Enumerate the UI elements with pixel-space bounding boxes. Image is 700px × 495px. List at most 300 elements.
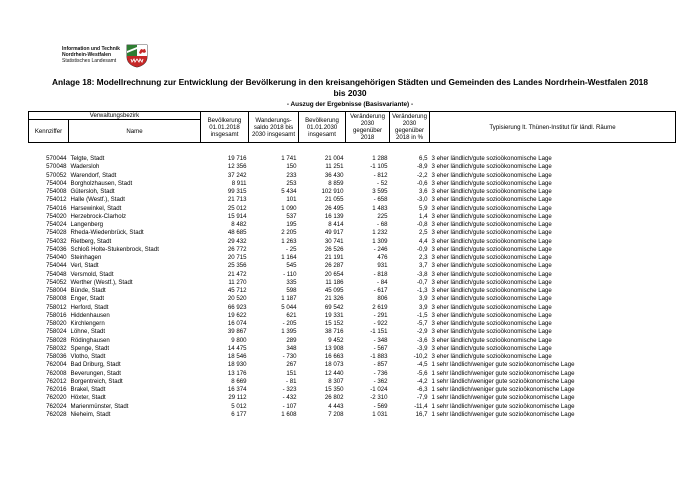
bevoelkerung-2018-cell: 5 012 <box>231 402 247 410</box>
veraenderung-cell: -1 883 <box>370 353 388 360</box>
kennziffer-cell: 754012 <box>46 196 67 204</box>
typisierung-cell: 3 eher ländlich/gute sozioökonomische Lage <box>431 295 552 303</box>
veraenderung-prozent-cell: 16,7 <box>415 410 428 418</box>
table-row <box>29 229 676 237</box>
kennziffer-cell: 754016 <box>46 204 67 212</box>
table-row <box>29 403 676 411</box>
veraenderung-cell: - 857 <box>373 361 388 369</box>
bevoelkerung-2030-cell: 45 095 <box>324 287 344 294</box>
name-cell: Löhne, Stadt <box>70 328 106 336</box>
typisierung-cell: 3 eher ländlich/gute sozioökonomische Lage <box>431 171 552 179</box>
page-title <box>20 77 680 99</box>
bevoelkerung-2030-cell: 69 542 <box>324 303 344 311</box>
table-row <box>29 271 676 279</box>
bevoelkerung-2018-cell: 20 715 <box>227 254 247 261</box>
wanderungssaldo-cell: 1 263 <box>281 237 297 245</box>
typisierung-cell: 3 eher ländlich/gute sozioökonomische Lage <box>431 221 552 228</box>
table-row <box>29 254 676 262</box>
typisierung-cell: 3 eher ländlich/gute sozioökonomische Lage <box>431 353 552 360</box>
wanderungssaldo-cell: 151 <box>286 369 297 377</box>
table-row <box>29 353 676 361</box>
veraenderung-cell: -1 151 <box>370 328 388 336</box>
wanderungssaldo-cell: 267 <box>286 361 297 369</box>
bevoelkerung-2018-cell: 11 270 <box>228 278 247 286</box>
veraenderung-cell: 1 288 <box>372 155 388 162</box>
bevoelkerung-2030-cell: 20 654 <box>324 270 344 278</box>
population-table <box>28 111 676 419</box>
veraenderung-cell: -1 024 <box>370 386 388 393</box>
veraenderung-prozent-cell: 2,5 <box>419 229 428 237</box>
bevoelkerung-2018-cell: 21 472 <box>227 270 247 278</box>
name-cell: Versmold, Stadt <box>70 270 114 278</box>
veraenderung-prozent-cell: -11,4 <box>414 402 428 410</box>
table-row <box>29 213 676 221</box>
kennziffer-cell: 762020 <box>46 394 67 402</box>
table-row <box>29 163 676 171</box>
typisierung-cell: 3 eher ländlich/gute sozioökonomische Lage <box>431 163 552 171</box>
bevoelkerung-2018-cell: 12 356 <box>227 163 247 171</box>
header-verwaltungsbezirk: Verwaltungsbezirk <box>29 112 201 120</box>
veraenderung-cell: 806 <box>377 295 388 303</box>
veraenderung-cell: 225 <box>377 212 388 220</box>
wanderungssaldo-cell: 1 741 <box>281 155 297 162</box>
wanderungssaldo-cell: 348 <box>286 344 297 352</box>
bevoelkerung-2030-cell: 102 910 <box>321 188 344 195</box>
spacer-row <box>29 143 676 156</box>
bevoelkerung-2018-cell: 45 712 <box>227 287 247 294</box>
veraenderung-cell: 1 031 <box>372 410 388 418</box>
veraenderung-cell: - 569 <box>373 402 388 410</box>
typisierung-cell: 3 eher ländlich/gute sozioökonomische Lage <box>431 155 552 162</box>
name-cell: Höxter, Stadt <box>70 394 106 402</box>
typisierung-cell: 1 sehr ländlich/weniger gute sozioökonomische Lage <box>431 377 575 385</box>
typisierung-cell: 3 eher ländlich/gute sozioökonomische Lage <box>431 303 552 311</box>
table-row <box>29 180 676 188</box>
veraenderung-prozent-cell: 5,9 <box>419 204 428 212</box>
bevoelkerung-2018-cell: 16 074 <box>227 320 247 327</box>
wanderungssaldo-cell: - 110 <box>283 270 297 278</box>
name-cell: Hiddenhausen <box>70 311 110 319</box>
kennziffer-cell: 758032 <box>46 344 67 352</box>
typisierung-cell: 3 eher ländlich/gute sozioökonomische Lage <box>431 204 552 212</box>
veraenderung-prozent-cell: -0,6 <box>417 179 428 187</box>
bevoelkerung-2030-cell: 18 073 <box>324 361 344 369</box>
it-nrw-logo <box>62 46 148 68</box>
table-row <box>29 221 676 229</box>
bevoelkerung-2018-cell: 8 669 <box>231 377 247 385</box>
wanderungssaldo-cell: 1 164 <box>281 254 297 261</box>
veraenderung-cell: 931 <box>377 262 388 270</box>
typisierung-cell: 3 eher ländlich/gute sozioökonomische Lage <box>431 344 552 352</box>
kennziffer-cell: 758004 <box>46 287 67 294</box>
veraenderung-cell: - 362 <box>373 377 388 385</box>
wanderungssaldo-cell: 233 <box>286 171 297 179</box>
name-cell: Harsewinkel, Stadt <box>70 204 122 212</box>
typisierung-cell: 1 sehr ländlich/weniger gute sozioökonomische Lage <box>431 386 575 393</box>
veraenderung-cell: - 736 <box>373 369 388 377</box>
table-row <box>29 246 676 254</box>
veraenderung-prozent-cell: -3,6 <box>417 336 428 344</box>
table-row <box>29 312 676 320</box>
bevoelkerung-2018-cell: 19 622 <box>227 311 247 319</box>
wanderungssaldo-cell: 5 434 <box>281 188 297 195</box>
name-cell: Vlotho, Stadt <box>70 353 106 360</box>
wanderungssaldo-cell: - 730 <box>282 353 297 360</box>
bevoelkerung-2030-cell: 8 859 <box>328 179 344 187</box>
bevoelkerung-2030-cell: 19 331 <box>324 311 344 319</box>
typisierung-cell: 3 eher ländlich/gute sozioökonomische Lage <box>431 328 552 336</box>
veraenderung-cell: - 567 <box>373 344 388 352</box>
kennziffer-cell: 758028 <box>46 336 67 344</box>
veraenderung-prozent-cell: 1,4 <box>419 212 428 220</box>
name-cell: Borgholzhausen, Stadt <box>70 179 133 187</box>
name-cell: Rödinghausen <box>70 336 110 344</box>
bevoelkerung-2018-cell: 6 177 <box>231 410 247 418</box>
wanderungssaldo-cell: 1 187 <box>281 295 297 303</box>
bevoelkerung-2030-cell: 11 251 <box>325 163 344 171</box>
bevoelkerung-2018-cell: 18 930 <box>227 361 247 369</box>
bevoelkerung-2018-cell: 99 315 <box>227 188 247 195</box>
wanderungssaldo-cell: 1 608 <box>281 410 297 418</box>
veraenderung-cell: -1 105 <box>370 163 388 171</box>
kennziffer-cell: 762004 <box>46 361 67 369</box>
typisierung-cell: 3 eher ländlich/gute sozioökonomische Lage <box>431 188 552 195</box>
name-cell: Verl, Stadt <box>70 262 99 270</box>
kennziffer-cell: 758036 <box>46 353 67 360</box>
name-cell: Schloß Holte-Stukenbrock, Stadt <box>70 245 159 253</box>
nrw-coat-of-arms-icon <box>126 44 148 68</box>
kennziffer-cell: 754052 <box>46 278 67 286</box>
bevoelkerung-2030-cell: 16 139 <box>324 212 344 220</box>
bevoelkerung-2030-cell: 9 452 <box>328 336 344 344</box>
wanderungssaldo-cell: 253 <box>286 179 297 187</box>
bevoelkerung-2030-cell: 4 443 <box>328 402 344 410</box>
table-row <box>29 262 676 270</box>
bevoelkerung-2030-cell: 16 663 <box>324 353 344 360</box>
wanderungssaldo-cell: - 323 <box>282 386 297 393</box>
kennziffer-cell: 762028 <box>46 410 67 418</box>
wanderungssaldo-cell: 1 090 <box>281 204 297 212</box>
table-row <box>29 196 676 204</box>
logo-line-1: Information und Technik <box>62 46 120 52</box>
logo-line-2: Nordrhein-Westfalen <box>62 52 112 58</box>
veraenderung-prozent-cell: -0,9 <box>417 245 428 253</box>
logo-text <box>62 46 120 64</box>
veraenderung-cell: 1 483 <box>372 204 388 212</box>
kennziffer-cell: 754020 <box>46 212 67 220</box>
kennziffer-cell: 758008 <box>46 295 67 303</box>
veraenderung-cell: - 291 <box>373 311 388 319</box>
bevoelkerung-2030-cell: 13 908 <box>324 344 344 352</box>
kennziffer-cell: 570048 <box>46 163 67 171</box>
name-cell: Bünde, Stadt <box>70 287 106 294</box>
bevoelkerung-2030-cell: 21 191 <box>324 254 344 261</box>
kennziffer-cell: 570044 <box>46 155 67 162</box>
typisierung-cell: 3 eher ländlich/gute sozioökonomische Lage <box>431 254 552 261</box>
kennziffer-cell: 754044 <box>46 262 67 270</box>
wanderungssaldo-cell: - 81 <box>286 377 297 385</box>
typisierung-cell: 3 eher ländlich/gute sozioökonomische Lage <box>431 196 552 204</box>
bevoelkerung-2018-cell: 25 356 <box>227 262 247 270</box>
name-cell: Warendorf, Stadt <box>70 171 117 179</box>
name-cell: Langenberg <box>70 221 104 228</box>
veraenderung-cell: - 922 <box>373 320 388 327</box>
kennziffer-cell: 758024 <box>46 328 67 336</box>
bevoelkerung-2030-cell: 21 004 <box>324 155 344 162</box>
typisierung-cell: 1 sehr ländlich/weniger gute sozioökonomische Lage <box>431 369 575 377</box>
bevoelkerung-2018-cell: 18 546 <box>227 353 247 360</box>
veraenderung-cell: - 52 <box>377 179 388 187</box>
wanderungssaldo-cell: 1 395 <box>281 328 297 336</box>
kennziffer-cell: 754004 <box>46 179 67 187</box>
veraenderung-cell: 2 619 <box>372 303 388 311</box>
bevoelkerung-2018-cell: 25 012 <box>227 204 247 212</box>
table-row <box>29 345 676 353</box>
wanderungssaldo-cell: 195 <box>286 221 297 228</box>
name-cell: Herzebrock-Clarholz <box>70 212 127 220</box>
bevoelkerung-2030-cell: 49 917 <box>324 229 344 237</box>
veraenderung-prozent-cell: -3,0 <box>417 196 428 204</box>
typisierung-cell: 3 eher ländlich/gute sozioökonomische Lage <box>431 245 552 253</box>
bevoelkerung-2030-cell: 36 430 <box>324 171 344 179</box>
typisierung-cell: 1 sehr ländlich/weniger gute sozioökonomische Lage <box>431 361 575 369</box>
table-row <box>29 155 676 163</box>
bevoelkerung-2030-cell: 15 350 <box>324 386 344 393</box>
kennziffer-cell: 754008 <box>46 188 67 195</box>
name-cell: Brakel, Stadt <box>70 386 106 393</box>
name-cell: Halle (Westf.), Stadt <box>70 196 125 204</box>
kennziffer-cell: 754040 <box>46 254 67 261</box>
page-subtitle: - Auszug der Ergebnisse (Basisvariante) - <box>286 101 414 108</box>
wanderungssaldo-cell: 598 <box>286 287 297 294</box>
name-cell: Borgentreich, Stadt <box>70 377 123 385</box>
table-row <box>29 370 676 378</box>
bevoelkerung-2018-cell: 8 482 <box>231 221 247 228</box>
veraenderung-prozent-cell: -0,8 <box>417 221 428 228</box>
kennziffer-cell: 758016 <box>46 311 67 319</box>
name-cell: Kirchlengern <box>70 320 105 327</box>
wanderungssaldo-cell: 545 <box>286 262 297 270</box>
name-cell: Marienmünster, Stadt <box>70 402 129 410</box>
veraenderung-cell: - 348 <box>373 336 388 344</box>
wanderungssaldo-cell: - 25 <box>286 245 297 253</box>
bevoelkerung-2018-cell: 15 914 <box>227 212 247 220</box>
veraenderung-prozent-cell: -4,5 <box>417 361 428 369</box>
bevoelkerung-2030-cell: 12 440 <box>324 369 344 377</box>
typisierung-cell: 3 eher ländlich/gute sozioökonomische Lage <box>431 179 552 187</box>
wanderungssaldo-cell: 335 <box>286 278 297 286</box>
kennziffer-cell: 754032 <box>46 237 67 245</box>
title-line-2: bis 2030 <box>333 88 367 98</box>
veraenderung-prozent-cell: -3,9 <box>417 344 428 352</box>
bevoelkerung-2030-cell: 26 287 <box>324 262 344 270</box>
header-bevoelkerung-2030: Bevölkerung 01.01.2030 insgesamt <box>299 112 346 143</box>
veraenderung-cell: 1 232 <box>372 229 388 237</box>
bevoelkerung-2018-cell: 21 713 <box>227 196 247 204</box>
table-body <box>29 143 676 420</box>
typisierung-cell: 3 eher ländlich/gute sozioökonomische Lage <box>431 212 552 220</box>
header-name: Name <box>69 120 201 143</box>
bevoelkerung-2030-cell: 11 186 <box>325 278 344 286</box>
veraenderung-prozent-cell: 4,4 <box>419 237 428 245</box>
veraenderung-cell: - 84 <box>377 278 388 286</box>
table-header <box>29 112 676 143</box>
veraenderung-cell: 1 309 <box>372 237 388 245</box>
bevoelkerung-2030-cell: 21 326 <box>324 295 344 303</box>
name-cell: Spenge, Stadt <box>70 344 110 352</box>
table-row <box>29 328 676 336</box>
wanderungssaldo-cell: 621 <box>286 311 297 319</box>
wanderungssaldo-cell: 5 044 <box>281 303 297 311</box>
wanderungssaldo-cell: - 107 <box>282 402 297 410</box>
header-typisierung: Typisierung lt. Thünen-Institut für ländl. Räume <box>430 112 676 143</box>
veraenderung-prozent-cell: -5,6 <box>417 369 428 377</box>
bevoelkerung-2018-cell: 13 176 <box>227 369 247 377</box>
kennziffer-cell: 754048 <box>46 270 67 278</box>
bevoelkerung-2030-cell: 38 716 <box>324 328 344 336</box>
veraenderung-cell: - 68 <box>377 221 388 228</box>
veraenderung-prozent-cell: 6,5 <box>419 155 428 162</box>
typisierung-cell: 1 sehr ländlich/weniger gute sozioökonomische Lage <box>431 410 575 418</box>
table-row <box>29 188 676 196</box>
table-row <box>29 361 676 369</box>
typisierung-cell: 3 eher ländlich/gute sozioökonomische Lage <box>431 287 552 294</box>
bevoelkerung-2030-cell: 8 414 <box>328 221 344 228</box>
bevoelkerung-2018-cell: 16 374 <box>227 386 247 393</box>
veraenderung-prozent-cell: 3,7 <box>419 262 428 270</box>
typisierung-cell: 3 eher ländlich/gute sozioökonomische Lage <box>431 262 552 270</box>
veraenderung-cell: 3 595 <box>372 188 388 195</box>
table-row <box>29 304 676 312</box>
wanderungssaldo-cell: - 432 <box>282 394 297 402</box>
bevoelkerung-2030-cell: 21 055 <box>324 196 344 204</box>
veraenderung-cell: - 812 <box>373 171 388 179</box>
kennziffer-cell: 762012 <box>46 377 67 385</box>
bevoelkerung-2018-cell: 29 432 <box>227 237 247 245</box>
bevoelkerung-2018-cell: 8 911 <box>231 179 247 187</box>
veraenderung-prozent-cell: 3,9 <box>419 295 428 303</box>
name-cell: Steinhagen <box>70 254 102 261</box>
wanderungssaldo-cell: 537 <box>286 212 297 220</box>
veraenderung-cell: -2 310 <box>370 394 388 402</box>
kennziffer-cell: 754036 <box>46 245 67 253</box>
veraenderung-cell: 476 <box>377 254 388 261</box>
logo-line-3: Statistisches Landesamt <box>62 58 117 64</box>
veraenderung-prozent-cell: -5,7 <box>417 320 428 327</box>
veraenderung-prozent-cell: -7,9 <box>417 394 428 402</box>
bevoelkerung-2030-cell: 26 526 <box>324 245 344 253</box>
veraenderung-prozent-cell: -2,9 <box>417 328 428 336</box>
name-cell: Rietberg, Stadt <box>70 237 112 245</box>
name-cell: Gütersloh, Stadt <box>70 188 115 195</box>
table-row <box>29 279 676 287</box>
kennziffer-cell: 762016 <box>46 386 67 393</box>
name-cell: Rheda-Wiedenbrück, Stadt <box>70 229 144 237</box>
header-veraenderung-prozent: Veränderung 2030 gegenüber 2018 in % <box>390 112 430 143</box>
bevoelkerung-2018-cell: 37 242 <box>227 171 247 179</box>
typisierung-cell: 3 eher ländlich/gute sozioökonomische Lage <box>431 336 552 344</box>
typisierung-cell: 3 eher ländlich/gute sozioökonomische Lage <box>431 270 552 278</box>
kennziffer-cell: 754028 <box>46 229 67 237</box>
bevoelkerung-2018-cell: 20 520 <box>227 295 247 303</box>
veraenderung-prozent-cell: -8,9 <box>417 163 428 171</box>
table-row <box>29 386 676 394</box>
veraenderung-prozent-cell: 2,3 <box>419 254 428 261</box>
veraenderung-prozent-cell: -3,8 <box>417 270 428 278</box>
veraenderung-prozent-cell: -1,5 <box>417 311 428 319</box>
veraenderung-cell: - 246 <box>373 245 388 253</box>
table-row <box>29 378 676 386</box>
veraenderung-prozent-cell: 3,6 <box>419 188 428 195</box>
kennziffer-cell: 754024 <box>46 221 67 228</box>
veraenderung-prozent-cell: -0,7 <box>417 278 428 286</box>
veraenderung-cell: - 658 <box>373 196 388 204</box>
bevoelkerung-2030-cell: 15 152 <box>324 320 344 327</box>
header-kennziffer: Kennziffer <box>29 120 69 143</box>
header-bevoelkerung-2018: Bevölkerung 01.01.2018 insgesamt <box>201 112 249 143</box>
typisierung-cell: 3 eher ländlich/gute sozioökonomische Lage <box>431 278 552 286</box>
bevoelkerung-2030-cell: 30 741 <box>324 237 344 245</box>
kennziffer-cell: 762008 <box>46 369 67 377</box>
name-cell: Herford, Stadt <box>70 303 109 311</box>
veraenderung-cell: - 818 <box>373 270 388 278</box>
bevoelkerung-2018-cell: 29 112 <box>228 394 247 402</box>
title-line-1: Anlage 18: Modellrechnung zur Entwicklung der Bevölkerung in den kreisangehörigen Städten und Gemeinden des Landes Nordrhein-Westfalen 2018 <box>52 77 648 87</box>
veraenderung-prozent-cell: -10,2 <box>413 353 428 360</box>
typisierung-cell: 3 eher ländlich/gute sozioökonomische Lage <box>431 237 552 245</box>
veraenderung-prozent-cell: -6,3 <box>417 386 428 393</box>
bevoelkerung-2030-cell: 7 208 <box>328 410 344 418</box>
typisierung-cell: 3 eher ländlich/gute sozioökonomische Lage <box>431 320 552 327</box>
name-cell: Telgte, Stadt <box>70 155 105 162</box>
wanderungssaldo-cell: 289 <box>286 336 297 344</box>
wanderungssaldo-cell: - 205 <box>282 320 297 327</box>
veraenderung-prozent-cell: -4,2 <box>417 377 428 385</box>
name-cell: Beverungen, Stadt <box>70 369 121 377</box>
header-veraenderung: Veränderung 2030 gegenüber 2018 <box>346 112 390 143</box>
kennziffer-cell: 758012 <box>46 303 67 311</box>
bevoelkerung-2018-cell: 39 867 <box>227 328 247 336</box>
wanderungssaldo-cell: 101 <box>286 196 297 204</box>
bevoelkerung-2018-cell: 9 800 <box>231 336 247 344</box>
wanderungssaldo-cell: 150 <box>286 163 297 171</box>
veraenderung-prozent-cell: 3,9 <box>419 303 428 311</box>
kennziffer-cell: 762024 <box>46 402 67 410</box>
table-row <box>29 205 676 213</box>
kennziffer-cell: 758020 <box>46 320 67 327</box>
typisierung-cell: 1 sehr ländlich/weniger gute sozioökonomische Lage <box>431 394 575 402</box>
wanderungssaldo-cell: 2 205 <box>281 229 297 237</box>
bevoelkerung-2030-cell: 26 495 <box>324 204 344 212</box>
name-cell: Enger, Stadt <box>70 295 105 303</box>
kennziffer-cell: 570052 <box>46 171 67 179</box>
bevoelkerung-2018-cell: 48 685 <box>227 229 247 237</box>
bevoelkerung-2018-cell: 14 475 <box>227 344 247 352</box>
name-cell: Werther (Westf.), Stadt <box>70 278 133 286</box>
bevoelkerung-2018-cell: 66 923 <box>227 303 247 311</box>
table-row <box>29 337 676 345</box>
name-cell: Bad Driburg, Stadt <box>70 361 121 369</box>
header-wanderungssaldo: Wanderungs-saldo 2018 bis 2030 insgesamt <box>249 112 299 143</box>
veraenderung-prozent-cell: -1,3 <box>417 287 428 294</box>
table-row <box>29 320 676 328</box>
typisierung-cell: 1 sehr ländlich/weniger gute sozioökonomische Lage <box>431 402 575 410</box>
typisierung-cell: 3 eher ländlich/gute sozioökonomische Lage <box>431 229 552 237</box>
table-row <box>29 394 676 402</box>
table-row <box>29 172 676 180</box>
veraenderung-prozent-cell: -2,2 <box>417 171 428 179</box>
table-row <box>29 411 676 419</box>
